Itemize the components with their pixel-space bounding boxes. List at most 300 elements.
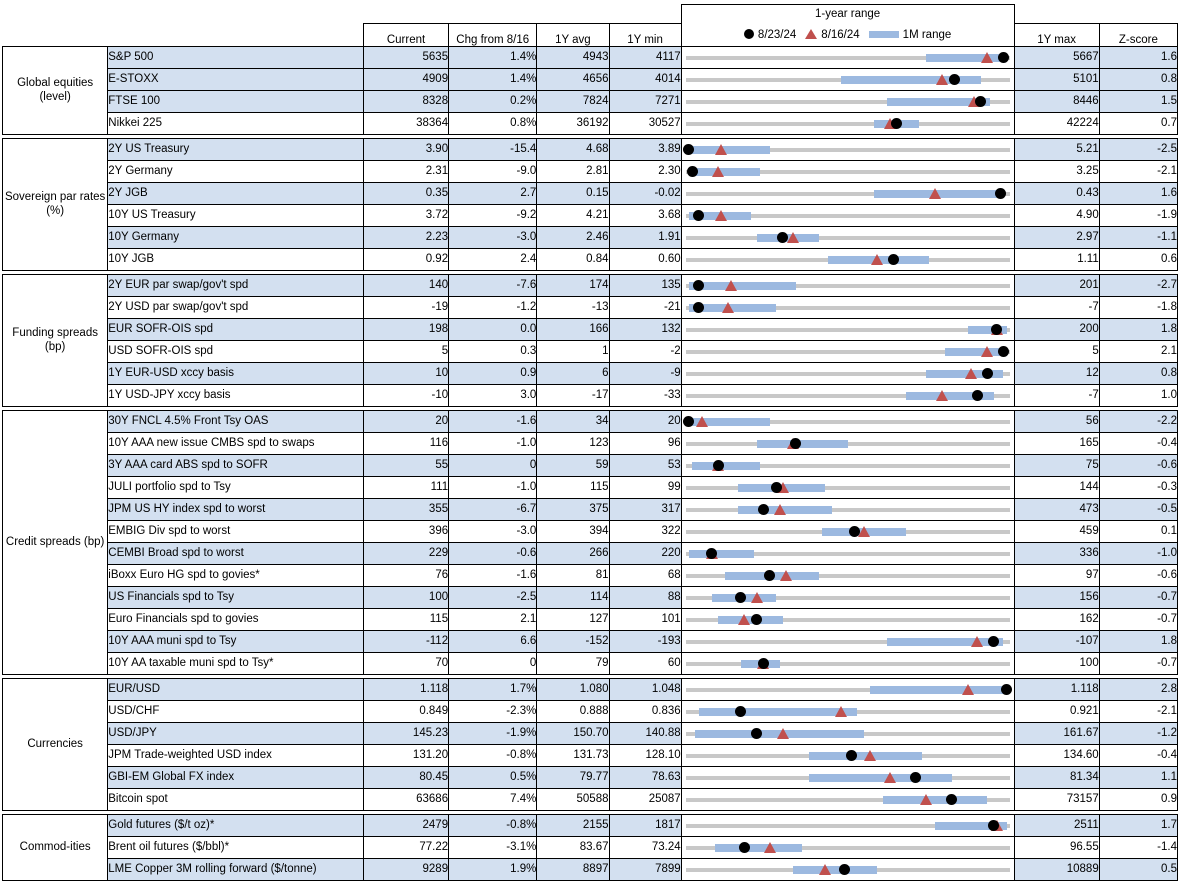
range-chart-cell: [681, 498, 1014, 520]
current-marker-icon: [846, 750, 857, 761]
cell-current: 229: [363, 542, 448, 564]
cell-zscore: 2.8: [1099, 678, 1177, 700]
cell-change: 1.4%: [449, 46, 537, 68]
current-marker-icon: [751, 728, 762, 739]
cell-min: 0.836: [609, 700, 681, 722]
cell-min: 7271: [609, 90, 681, 112]
cell-min: -9: [609, 362, 681, 384]
one-month-range-bar: [793, 866, 877, 874]
table-row: [3, 226, 1178, 248]
table-row: [3, 138, 1178, 160]
table-row: [3, 384, 1178, 406]
cell-change: 2.1: [449, 608, 537, 630]
current-marker-icon: [998, 346, 1009, 357]
header-row-columns: [3, 23, 1178, 46]
cell-max: 336: [1014, 542, 1099, 564]
cell-current: 80.45: [363, 766, 448, 788]
cell-current: 3.90: [363, 138, 448, 160]
legend-bar: 1M range: [869, 29, 952, 41]
cell-avg: 0.84: [537, 248, 609, 270]
cell-current: -112: [363, 630, 448, 652]
cell-current: 396: [363, 520, 448, 542]
cell-change: 0.3: [449, 340, 537, 362]
prior-week-marker-icon: [981, 346, 993, 357]
cell-zscore: 0.6: [1099, 248, 1177, 270]
cell-zscore: -1.2: [1099, 722, 1177, 744]
cell-min: 60: [609, 652, 681, 674]
cell-zscore: -0.7: [1099, 608, 1177, 630]
table-row: [3, 858, 1178, 880]
cell-avg: 81: [537, 564, 609, 586]
cell-current: -10: [363, 384, 448, 406]
range-chart-cell: [681, 564, 1014, 586]
row-label: USD/CHF: [108, 700, 364, 722]
prior-week-marker-icon: [962, 684, 974, 695]
cell-change: 2.7: [449, 182, 537, 204]
range-chart: [682, 653, 1014, 674]
current-marker-icon: [910, 772, 921, 783]
cell-zscore: -0.6: [1099, 454, 1177, 476]
current-marker-icon: [991, 324, 1002, 335]
table-row: [3, 722, 1178, 744]
cell-min: 88: [609, 586, 681, 608]
table-row: [3, 204, 1178, 226]
cell-avg: 36192: [537, 112, 609, 134]
row-label: S&P 500: [108, 46, 364, 68]
current-marker-icon: [758, 658, 769, 669]
group-label-3: Credit spreads (bp): [3, 410, 108, 674]
cell-zscore: -0.4: [1099, 432, 1177, 454]
row-label: GBI-EM Global FX index: [108, 766, 364, 788]
range-chart: [682, 69, 1014, 90]
cell-max: 144: [1014, 476, 1099, 498]
table-row: [3, 410, 1178, 432]
cell-avg: 50588: [537, 788, 609, 810]
prior-week-marker-icon: [971, 636, 983, 647]
cell-max: 0.43: [1014, 182, 1099, 204]
prior-week-marker-icon: [725, 280, 737, 291]
cell-max: 134.60: [1014, 744, 1099, 766]
cell-avg: -13: [537, 296, 609, 318]
cell-avg: 114: [537, 586, 609, 608]
table-row: [3, 542, 1178, 564]
row-label: 2Y JGB: [108, 182, 364, 204]
prior-week-marker-icon: [936, 390, 948, 401]
col-header-zscore: Z-score: [1099, 23, 1177, 46]
row-label: Brent oil futures ($/bbl)*: [108, 836, 364, 858]
cell-current: 5635: [363, 46, 448, 68]
table-row: [3, 520, 1178, 542]
cell-avg: 79.77: [537, 766, 609, 788]
cell-current: -19: [363, 296, 448, 318]
cell-change: 0: [449, 652, 537, 674]
cell-change: 3.0: [449, 384, 537, 406]
cell-zscore: -1.8: [1099, 296, 1177, 318]
table-row: [3, 700, 1178, 722]
range-chart-cell: [681, 630, 1014, 652]
cell-zscore: 2.1: [1099, 340, 1177, 362]
prior-week-marker-icon: [965, 368, 977, 379]
range-chart-cell: [681, 384, 1014, 406]
range-chart-cell: [681, 836, 1014, 858]
current-marker-icon: [683, 416, 694, 427]
row-label: 10Y Germany: [108, 226, 364, 248]
range-chart: [682, 767, 1014, 788]
range-chart-cell: [681, 744, 1014, 766]
current-marker-icon: [839, 864, 850, 875]
row-label: Gold futures ($/t oz)*: [108, 814, 364, 836]
col-header-avg: 1Y avg: [537, 23, 609, 46]
cell-zscore: 1.7: [1099, 814, 1177, 836]
range-chart: [682, 297, 1014, 318]
cell-current: 9289: [363, 858, 448, 880]
cell-max: 42224: [1014, 112, 1099, 134]
current-marker-icon: [713, 460, 724, 471]
one-month-range-bar: [883, 796, 987, 804]
cell-max: 156: [1014, 586, 1099, 608]
current-marker-icon: [693, 280, 704, 291]
cell-avg: 2.81: [537, 160, 609, 182]
cell-change: -1.2: [449, 296, 537, 318]
cell-change: 6.6: [449, 630, 537, 652]
range-chart-cell: [681, 678, 1014, 700]
row-label: EUR/USD: [108, 678, 364, 700]
cell-max: 81.34: [1014, 766, 1099, 788]
cell-avg: 4943: [537, 46, 609, 68]
current-marker-icon: [949, 74, 960, 85]
cell-min: 0.60: [609, 248, 681, 270]
range-chart-cell: [681, 138, 1014, 160]
cell-change: 0.8%: [449, 112, 537, 134]
cell-change: 1.4%: [449, 68, 537, 90]
table-row: [3, 432, 1178, 454]
cell-min: 4117: [609, 46, 681, 68]
cell-min: 220: [609, 542, 681, 564]
cell-min: 2.30: [609, 160, 681, 182]
range-chart: [682, 319, 1014, 340]
cell-current: 115: [363, 608, 448, 630]
cell-min: 96: [609, 432, 681, 454]
range-chart: [682, 631, 1014, 652]
cell-zscore: 0.9: [1099, 788, 1177, 810]
cell-change: -7.6: [449, 274, 537, 296]
cell-change: -1.9%: [449, 722, 537, 744]
table-row: [3, 296, 1178, 318]
cell-min: 7899: [609, 858, 681, 880]
cell-current: 2.31: [363, 160, 448, 182]
row-label: LME Copper 3M rolling forward ($/tonne): [108, 858, 364, 880]
range-chart-cell: [681, 608, 1014, 630]
one-month-range-bar: [699, 708, 858, 716]
legend-triangle: 8/16/24: [805, 29, 859, 41]
prior-week-marker-icon: [858, 526, 870, 537]
range-chart: [682, 609, 1014, 630]
range-track: [686, 236, 1010, 240]
row-label: CEMBI Broad spd to worst: [108, 542, 364, 564]
current-marker-icon: [693, 302, 704, 313]
range-chart: [682, 275, 1014, 296]
one-month-range-bar: [689, 168, 760, 176]
cell-min: -193: [609, 630, 681, 652]
range-chart: [682, 411, 1014, 432]
range-chart-cell: [681, 766, 1014, 788]
range-chart-cell: [681, 248, 1014, 270]
prior-week-marker-icon: [864, 750, 876, 761]
range-chart-cell: [681, 788, 1014, 810]
range-chart-cell: [681, 432, 1014, 454]
cell-change: -6.7: [449, 498, 537, 520]
range-chart: [682, 341, 1014, 362]
cell-zscore: -2.1: [1099, 700, 1177, 722]
range-chart: [682, 859, 1014, 880]
cell-current: 38364: [363, 112, 448, 134]
range-chart-cell: [681, 68, 1014, 90]
cell-change: -0.6: [449, 542, 537, 564]
cell-avg: 127: [537, 608, 609, 630]
table-row: [3, 454, 1178, 476]
prior-week-marker-icon: [715, 144, 727, 155]
range-track: [686, 508, 1010, 512]
range-track: [686, 662, 1010, 666]
cell-change: -1.6: [449, 410, 537, 432]
cell-change: 2.4: [449, 248, 537, 270]
range-chart: [682, 161, 1014, 182]
range-chart: [682, 183, 1014, 204]
cell-min: 128.10: [609, 744, 681, 766]
row-label: 30Y FNCL 4.5% Front Tsy OAS: [108, 410, 364, 432]
cell-avg: 1.080: [537, 678, 609, 700]
cell-max: 201: [1014, 274, 1099, 296]
current-marker-icon: [687, 166, 698, 177]
one-month-range-bar: [715, 844, 803, 852]
range-chart: [682, 91, 1014, 112]
prior-week-marker-icon: [712, 166, 724, 177]
table-row: [3, 68, 1178, 90]
range-chart-cell: [681, 318, 1014, 340]
row-label: Bitcoin spot: [108, 788, 364, 810]
prior-week-marker-icon: [722, 302, 734, 313]
cell-change: -15.4: [449, 138, 537, 160]
range-chart-cell: [681, 182, 1014, 204]
cell-max: 2511: [1014, 814, 1099, 836]
range-chart: [682, 249, 1014, 270]
range-chart: [682, 477, 1014, 498]
one-month-range-bar: [870, 686, 1006, 694]
range-chart: [682, 815, 1014, 836]
cell-max: 4.90: [1014, 204, 1099, 226]
range-chart-cell: [681, 410, 1014, 432]
table-row: [3, 274, 1178, 296]
cell-avg: 2155: [537, 814, 609, 836]
cell-max: 100: [1014, 652, 1099, 674]
cell-change: 0.9: [449, 362, 537, 384]
row-label: FTSE 100: [108, 90, 364, 112]
range-chart: [682, 363, 1014, 384]
range-title: 1-year range: [681, 5, 1014, 24]
cell-change: 7.4%: [449, 788, 537, 810]
range-chart-cell: [681, 542, 1014, 564]
cell-current: 2.23: [363, 226, 448, 248]
cell-min: 317: [609, 498, 681, 520]
cell-current: 8328: [363, 90, 448, 112]
table-row: [3, 608, 1178, 630]
current-marker-icon: [735, 706, 746, 717]
row-label: 2Y US Treasury: [108, 138, 364, 160]
current-marker-icon: [988, 820, 999, 831]
row-label: 2Y Germany: [108, 160, 364, 182]
cell-zscore: -2.5: [1099, 138, 1177, 160]
one-month-range-bar: [692, 462, 760, 470]
row-label: 10Y AAA new issue CMBS spd to swaps: [108, 432, 364, 454]
cell-zscore: -2.1: [1099, 160, 1177, 182]
range-chart: [682, 565, 1014, 586]
cell-max: 97: [1014, 564, 1099, 586]
table-row: [3, 340, 1178, 362]
cell-current: 76: [363, 564, 448, 586]
cell-max: 165: [1014, 432, 1099, 454]
range-chart: [682, 455, 1014, 476]
range-chart-cell: [681, 274, 1014, 296]
cell-zscore: -0.3: [1099, 476, 1177, 498]
range-chart: [682, 723, 1014, 744]
row-label: USD/JPY: [108, 722, 364, 744]
cell-max: -7: [1014, 384, 1099, 406]
prior-week-marker-icon: [884, 772, 896, 783]
cell-avg: 6: [537, 362, 609, 384]
cell-max: 73157: [1014, 788, 1099, 810]
cell-avg: 131.73: [537, 744, 609, 766]
group-label-2: Funding spreads (bp): [3, 274, 108, 406]
cell-change: 0: [449, 454, 537, 476]
prior-week-marker-icon: [774, 504, 786, 515]
table-row: [3, 362, 1178, 384]
cell-max: 0.921: [1014, 700, 1099, 722]
cell-min: 4014: [609, 68, 681, 90]
cell-avg: 4656: [537, 68, 609, 90]
cell-zscore: -0.7: [1099, 586, 1177, 608]
cell-zscore: -1.4: [1099, 836, 1177, 858]
cell-max: 200: [1014, 318, 1099, 340]
col-header-current: Current: [363, 23, 448, 46]
header-row-title: [3, 5, 1178, 24]
cell-avg: 2.46: [537, 226, 609, 248]
cell-avg: 79: [537, 652, 609, 674]
group-label-5: Commod-ities: [3, 814, 108, 880]
cell-zscore: 1.6: [1099, 182, 1177, 204]
current-marker-icon: [683, 144, 694, 155]
cell-max: 161.67: [1014, 722, 1099, 744]
cell-min: 53: [609, 454, 681, 476]
cell-zscore: -0.7: [1099, 652, 1177, 674]
range-track: [686, 486, 1010, 490]
cell-zscore: 1.8: [1099, 630, 1177, 652]
cell-zscore: 1.1: [1099, 766, 1177, 788]
range-chart-cell: [681, 476, 1014, 498]
group-label-4: Currencies: [3, 678, 108, 810]
prior-week-marker-icon: [936, 74, 948, 85]
cell-zscore: 1.8: [1099, 318, 1177, 340]
cell-max: 1.118: [1014, 678, 1099, 700]
cell-avg: 174: [537, 274, 609, 296]
cell-current: 20: [363, 410, 448, 432]
cell-min: -2: [609, 340, 681, 362]
cell-current: 3.72: [363, 204, 448, 226]
cell-zscore: 0.7: [1099, 112, 1177, 134]
cell-zscore: -1.0: [1099, 542, 1177, 564]
range-chart: [682, 679, 1014, 700]
cell-zscore: -0.4: [1099, 744, 1177, 766]
cell-avg: 59: [537, 454, 609, 476]
table-row: [3, 630, 1178, 652]
cell-current: 10: [363, 362, 448, 384]
current-marker-icon: [975, 96, 986, 107]
cell-current: 140: [363, 274, 448, 296]
table-row: [3, 498, 1178, 520]
cell-max: 56: [1014, 410, 1099, 432]
cell-max: 8446: [1014, 90, 1099, 112]
range-chart: [682, 47, 1014, 68]
cell-zscore: -0.6: [1099, 564, 1177, 586]
cell-avg: 123: [537, 432, 609, 454]
cell-min: 101: [609, 608, 681, 630]
cell-max: 1.11: [1014, 248, 1099, 270]
range-chart: [682, 543, 1014, 564]
current-marker-icon: [972, 390, 983, 401]
range-chart: [682, 433, 1014, 454]
cell-max: 96.55: [1014, 836, 1099, 858]
cell-avg: 0.888: [537, 700, 609, 722]
table-row: [3, 788, 1178, 810]
cell-change: 0.0: [449, 318, 537, 340]
row-label: iBoxx Euro HG spd to govies*: [108, 564, 364, 586]
cell-current: 145.23: [363, 722, 448, 744]
cell-change: -2.3%: [449, 700, 537, 722]
row-label: 1Y EUR-USD xccy basis: [108, 362, 364, 384]
cell-zscore: -2.7: [1099, 274, 1177, 296]
col-header-change: Chg from 8/16: [449, 23, 537, 46]
cell-avg: 266: [537, 542, 609, 564]
cell-min: 78.63: [609, 766, 681, 788]
cell-zscore: -0.5: [1099, 498, 1177, 520]
range-chart: [682, 701, 1014, 722]
current-marker-icon: [946, 794, 957, 805]
prior-week-marker-icon: [764, 842, 776, 853]
range-chart-cell: [681, 226, 1014, 248]
row-label: 1Y USD-JPY xccy basis: [108, 384, 364, 406]
current-marker-icon: [771, 482, 782, 493]
cell-min: -33: [609, 384, 681, 406]
current-marker-icon: [735, 592, 746, 603]
cell-min: 99: [609, 476, 681, 498]
range-chart: [682, 139, 1014, 160]
cell-avg: 375: [537, 498, 609, 520]
cell-change: -1.0: [449, 476, 537, 498]
one-month-range-bar: [809, 774, 952, 782]
range-chart-cell: [681, 112, 1014, 134]
cell-avg: 166: [537, 318, 609, 340]
cell-change: 0.2%: [449, 90, 537, 112]
cell-change: -0.8%: [449, 814, 537, 836]
cell-change: -3.0: [449, 520, 537, 542]
cell-change: 1.7%: [449, 678, 537, 700]
range-chart-cell: [681, 160, 1014, 182]
row-label: Euro Financials spd to govies: [108, 608, 364, 630]
col-header-max: 1Y max: [1014, 23, 1099, 46]
cell-zscore: 0.5: [1099, 858, 1177, 880]
current-marker-icon: [790, 438, 801, 449]
range-chart: [682, 745, 1014, 766]
one-month-range-bar: [689, 146, 770, 154]
